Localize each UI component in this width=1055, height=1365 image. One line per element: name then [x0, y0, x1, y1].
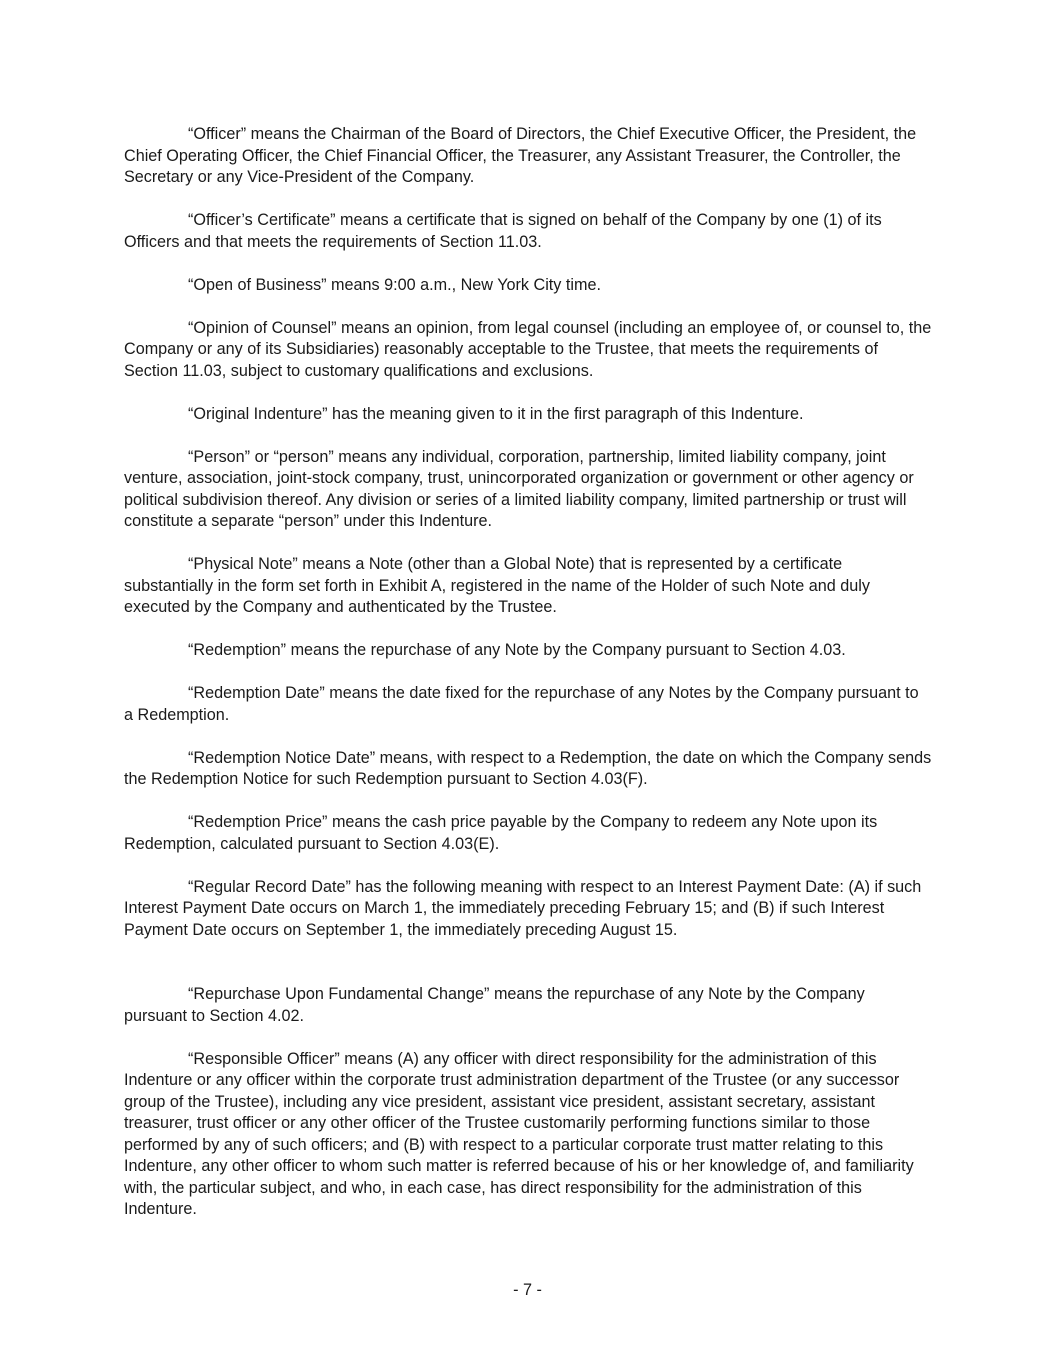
definition-opinion-of-counsel: “Opinion of Counsel” means an opinion, from legal counsel (including an employee of, or counsel to, the Company or any of its Subsidiaries) reasonably acceptable to the Trustee, that meets the requirements of Section 11.03, subject to customary qualifications and exclusions.	[124, 318, 932, 380]
definition-responsible-officer: “Responsible Officer” means (A) any officer with direct responsibility for the administration of this Indenture or any officer within the corporate trust administration department of the Trustee (or any successor group of the Trustee), including any vice president, assistant vice president, assistant secretary, assistant treasurer, trust officer or any other officer of the Trustee customarily performing functions similar to those performed by any of such officers; and (B) with respect to a particular corporate trust matter relating to this Indenture, any other officer to whom such matter is referred because of his or her knowledge of, and familiarity with, the particular subject, and who, in each case, has direct responsibility for the administration of this Indenture.	[124, 1049, 914, 1218]
document-page	[124, 124, 932, 1242]
definition-redemption-notice-date: “Redemption Notice Date” means, with respect to a Redemption, the date on which the Company sends the Redemption Notice for such Redemption pursuant to Section 4.03(F).	[124, 748, 932, 788]
definition-redemption-date: “Redemption Date” means the date fixed for the repurchase of any Notes by the Company pursuant to a Redemption.	[124, 684, 919, 724]
definition-regular-record-date: “Regular Record Date” has the following meaning with respect to an Interest Payment Date: (A) if such Interest Payment Date occurs on March 1, the immediately preceding February 15; and (B) if such Interest Payment Date occurs on September 1, the immediately preceding August 15.	[124, 877, 922, 939]
definition-repurchase-upon-fundamental-change: “Repurchase Upon Fundamental Change” means the repurchase of any Note by the Company pursuant to Section 4.02.	[124, 985, 865, 1025]
definition-physical-note: “Physical Note” means a Note (other than a Global Note) that is represented by a certificate substantially in the form set forth in Exhibit A, registered in the name of the Holder of such Note and duly executed by the Company and authenticated by the Trustee.	[124, 555, 870, 616]
definition-redemption: “Redemption” means the repurchase of any Note by the Company pursuant to Section 4.03.	[188, 641, 846, 659]
definition-officers-certificate: “Officer’s Certificate” means a certificate that is signed on behalf of the Company by one (1) of its Officers and that meets the requirements of Section 11.03.	[124, 211, 882, 251]
page-number: - 7 -	[513, 1281, 542, 1299]
definition-officer: “Officer” means the Chairman of the Board of Directors, the Chief Executive Officer, the President, the Chief Operating Officer, the Chief Financial Officer, the Treasurer, any Assistant Treasurer, the Controller, the Secretary or any Vice-President of the Company.	[124, 125, 917, 186]
definition-original-indenture: “Original Indenture” has the meaning given to it in the first paragraph of this Indenture.	[188, 404, 804, 423]
definition-person: “Person” or “person” means any individual, corporation, partnership, limited liability company, joint venture, association, joint-stock company, trust, unincorporated organization or government or other agency or political subdivision thereof. Any division or series of a limited liability company, limited partnership or trust will constitute a separate “person” under this Indenture.	[124, 447, 914, 530]
definition-redemption-price: “Redemption Price” means the cash price payable by the Company to redeem any Note upon its Redemption, calculated pursuant to Section 4.03(E).	[124, 813, 878, 853]
definition-open-of-business: “Open of Business” means 9:00 a.m., New York City time.	[188, 275, 601, 294]
